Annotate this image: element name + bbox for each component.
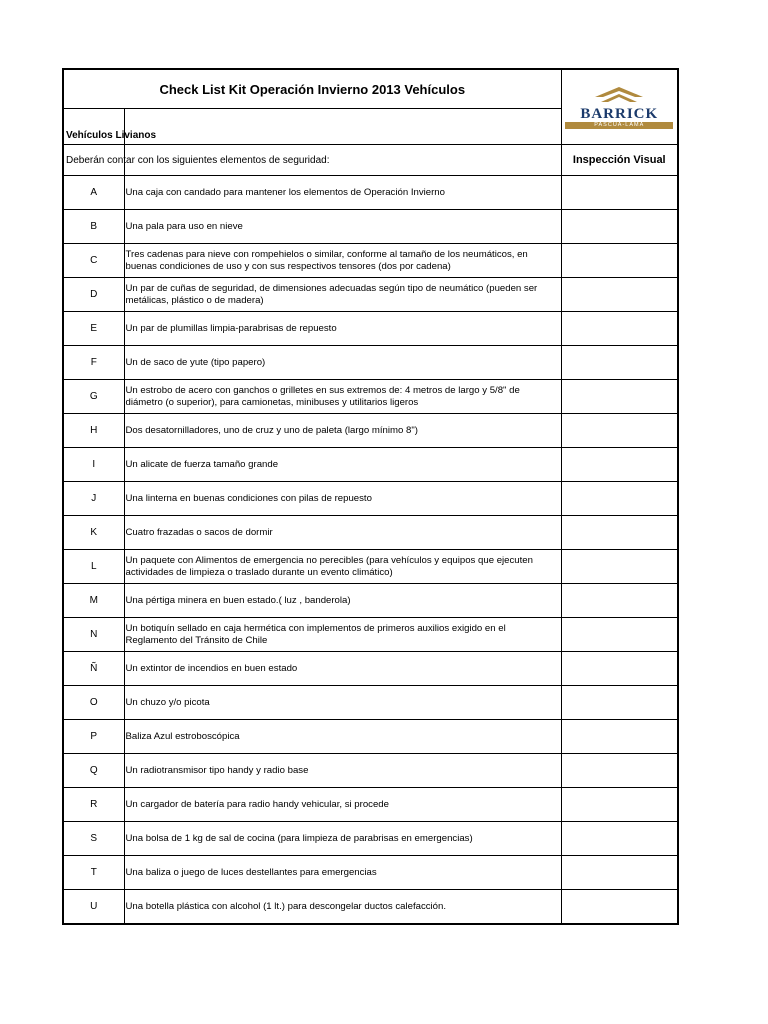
table-row xyxy=(63,686,678,720)
table-row xyxy=(63,652,678,686)
item-description: Dos desatornilladores, uno de cruz y uno de paleta (largo mínimo 8") xyxy=(124,414,561,448)
inspection-check-cell[interactable] xyxy=(561,890,678,925)
item-description: Una caja con candado para mantener los elementos de Operación Invierno xyxy=(124,176,561,210)
inspection-check-cell[interactable] xyxy=(561,822,678,856)
item-letter: A xyxy=(63,176,124,210)
item-description: Cuatro frazadas o sacos de dormir xyxy=(124,516,561,550)
item-letter: Q xyxy=(63,754,124,788)
item-description: Un cargador de batería para radio handy vehicular, si procede xyxy=(124,788,561,822)
item-letter: T xyxy=(63,856,124,890)
item-letter: H xyxy=(63,414,124,448)
title-row xyxy=(63,69,678,109)
table-row xyxy=(63,278,678,312)
inspection-check-cell[interactable] xyxy=(561,516,678,550)
inspection-check-cell[interactable] xyxy=(561,244,678,278)
inspection-check-cell[interactable] xyxy=(561,856,678,890)
logo-name: BARRICK xyxy=(580,105,659,122)
item-letter: G xyxy=(63,380,124,414)
table-row xyxy=(63,346,678,380)
table-row xyxy=(63,176,678,210)
item-letter: L xyxy=(63,550,124,584)
item-letter: R xyxy=(63,788,124,822)
item-letter: Ñ xyxy=(63,652,124,686)
item-letter: O xyxy=(63,686,124,720)
barrick-logo xyxy=(563,81,675,129)
inspection-check-cell[interactable] xyxy=(561,618,678,652)
item-letter: D xyxy=(63,278,124,312)
inspection-check-cell[interactable] xyxy=(561,312,678,346)
item-letter: I xyxy=(63,448,124,482)
inspection-check-cell[interactable] xyxy=(561,686,678,720)
item-description: Un de saco de yute (tipo papero) xyxy=(124,346,561,380)
item-description: Una pala para uso en nieve xyxy=(124,210,561,244)
inspection-check-cell[interactable] xyxy=(561,584,678,618)
item-description: Un chuzo y/o picota xyxy=(124,686,561,720)
item-description: Una pértiga minera en buen estado.( luz , banderola) xyxy=(124,584,561,618)
barrick-mark-icon xyxy=(591,85,647,105)
checklist-sheet xyxy=(62,68,677,925)
inspection-check-cell[interactable] xyxy=(561,652,678,686)
intro-row xyxy=(63,145,678,176)
item-description: Baliza Azul estroboscópica xyxy=(124,720,561,754)
item-letter: U xyxy=(63,890,124,925)
table-row xyxy=(63,380,678,414)
table-row xyxy=(63,754,678,788)
inspection-check-cell[interactable] xyxy=(561,414,678,448)
table-row xyxy=(63,720,678,754)
inspection-check-cell[interactable] xyxy=(561,482,678,516)
inspection-check-cell[interactable] xyxy=(561,754,678,788)
inspection-check-cell[interactable] xyxy=(561,176,678,210)
item-letter: S xyxy=(63,822,124,856)
item-description: Un estrobo de acero con ganchos o grilletes en sus extremos de: 4 metros de largo y 5/8" de diámetro (o superior), para camionetas, minibuses y utilitarios ligeros xyxy=(124,380,561,414)
item-letter: M xyxy=(63,584,124,618)
document-title: Check List Kit Operación Invierno 2013 Vehículos xyxy=(63,69,561,109)
vehicle-category: Vehículos Livianos xyxy=(63,109,124,145)
table-row xyxy=(63,482,678,516)
item-description: Una linterna en buenas condiciones con pilas de repuesto xyxy=(124,482,561,516)
checklist-table xyxy=(62,68,679,925)
item-letter: K xyxy=(63,516,124,550)
table-row xyxy=(63,516,678,550)
inspection-check-cell[interactable] xyxy=(561,210,678,244)
inspection-check-cell[interactable] xyxy=(561,346,678,380)
subtitle-spacer xyxy=(124,109,561,145)
item-letter: B xyxy=(63,210,124,244)
item-description: Una botella plástica con alcohol (1 lt.) para descongelar ductos calefacción. xyxy=(124,890,561,925)
table-row xyxy=(63,822,678,856)
item-description: Una baliza o juego de luces destellantes para emergencias xyxy=(124,856,561,890)
intro-text: Deberán contar con los siguientes elementos de seguridad: xyxy=(63,145,124,176)
table-row xyxy=(63,856,678,890)
table-row xyxy=(63,448,678,482)
table-row xyxy=(63,618,678,652)
logo-cell xyxy=(561,69,678,145)
inspection-check-cell[interactable] xyxy=(561,550,678,584)
table-row xyxy=(63,550,678,584)
item-letter: E xyxy=(63,312,124,346)
table-row xyxy=(63,312,678,346)
item-description: Un par de cuñas de seguridad, de dimensiones adecuadas según tipo de neumático (pueden ser metálicas, plástico o de madera) xyxy=(124,278,561,312)
item-description: Un botiquín sellado en caja hermética con implementos de primeros auxilios exigido en el Reglamento del Tránsito de Chile xyxy=(124,618,561,652)
item-letter: F xyxy=(63,346,124,380)
item-letter: J xyxy=(63,482,124,516)
item-letter: N xyxy=(63,618,124,652)
inspection-check-cell[interactable] xyxy=(561,788,678,822)
table-row xyxy=(63,244,678,278)
item-letter: C xyxy=(63,244,124,278)
item-description: Un paquete con Alimentos de emergencia no perecibles (para vehículos y equipos que ejecuten actividades de limpieza o traslado durante un evento climático) xyxy=(124,550,561,584)
item-description: Tres cadenas para nieve con rompehielos o similar, conforme al tamaño de los neumáticos, en buenas condiciones de uso y con sus respectivos tensores (dos por cadena) xyxy=(124,244,561,278)
inspection-check-cell[interactable] xyxy=(561,380,678,414)
item-description: Un par de plumillas limpia-parabrisas de repuesto xyxy=(124,312,561,346)
item-description: Un alicate de fuerza tamaño grande xyxy=(124,448,561,482)
inspection-check-cell[interactable] xyxy=(561,278,678,312)
inspection-check-cell[interactable] xyxy=(561,448,678,482)
table-row xyxy=(63,788,678,822)
table-row xyxy=(63,890,678,925)
item-description: Una bolsa de 1 kg de sal de cocina (para limpieza de parabrisas en emergencias) xyxy=(124,822,561,856)
item-description: Un radiotransmisor tipo handy y radio base xyxy=(124,754,561,788)
table-row xyxy=(63,210,678,244)
inspection-header: Inspección Visual xyxy=(561,145,678,176)
inspection-check-cell[interactable] xyxy=(561,720,678,754)
logo-subtitle: PASCUA-LAMA xyxy=(565,122,673,129)
table-row xyxy=(63,414,678,448)
table-row xyxy=(63,584,678,618)
item-letter: P xyxy=(63,720,124,754)
item-description: Un extintor de incendios en buen estado xyxy=(124,652,561,686)
